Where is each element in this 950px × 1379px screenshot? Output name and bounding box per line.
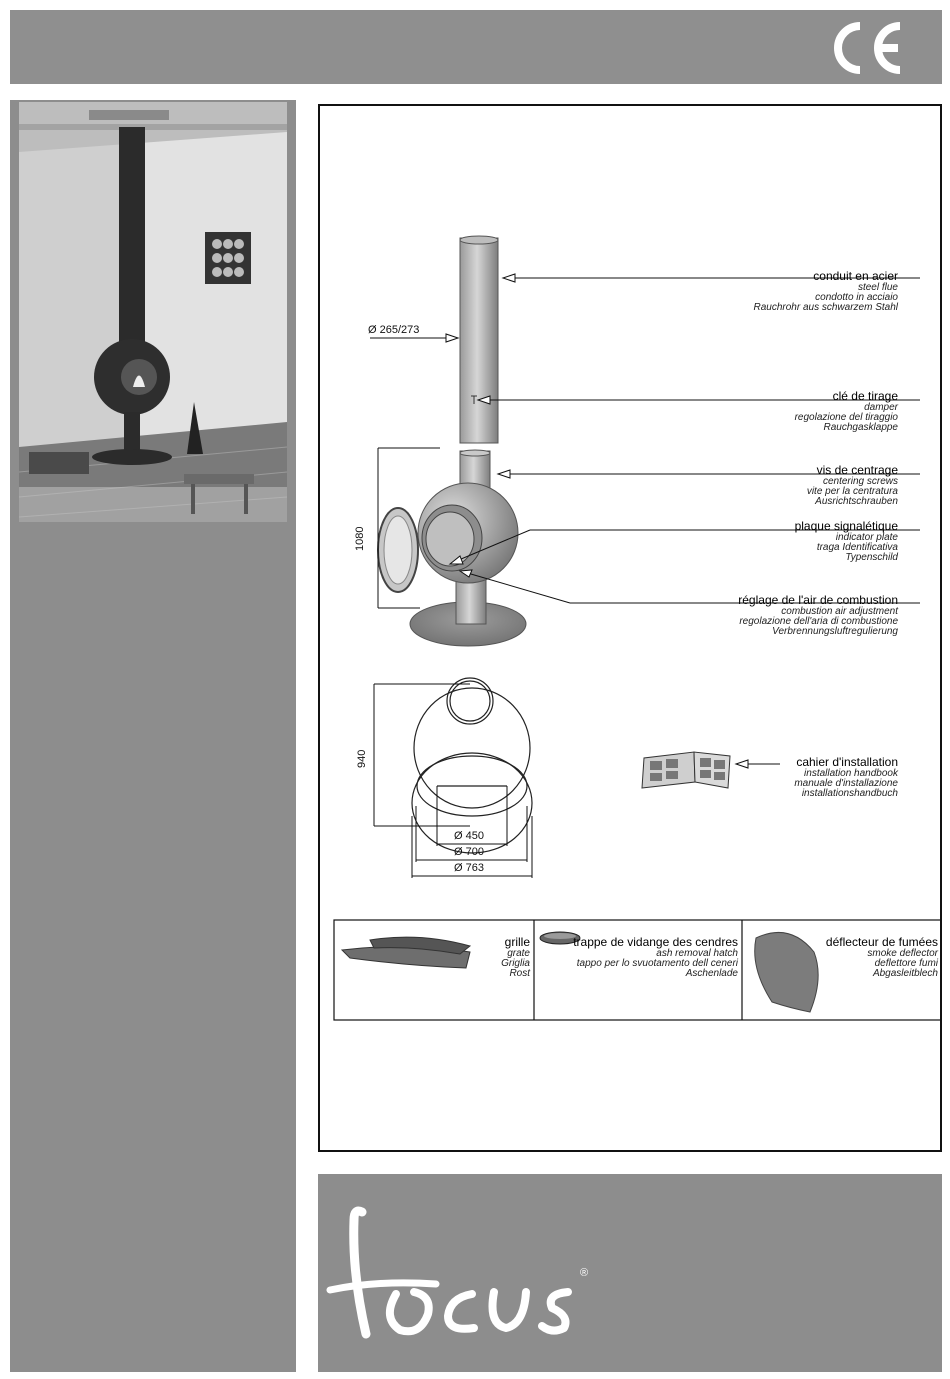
accessory-grate-fr: grille (504, 935, 530, 949)
label-combustion-air (738, 594, 898, 637)
label-plate-de: Typenschild (845, 552, 898, 563)
steel-flue-drawing (460, 236, 498, 443)
label-flue-it: condotto in acciaio (815, 292, 898, 303)
header-bar (10, 10, 942, 84)
label-plate-fr: plaque signalétique (794, 519, 898, 533)
label-steel-flue (753, 270, 898, 313)
label-flue-de: Rauchrohr aus schwarzem Stahl (753, 302, 898, 313)
label-centering-screws (807, 464, 898, 507)
label-handbook-it: manuale d'installazione (794, 778, 898, 789)
label-plate-it: traga Identificativa (816, 542, 898, 553)
accessory-deflector-de: Abgasleitblech (872, 968, 938, 979)
accessory-deflector-it: deflettore fumi (874, 958, 938, 969)
label-damper-it: regolazione del tiraggio (794, 412, 898, 423)
accessory-hatch-de: Aschenlade (685, 968, 738, 979)
accessory-deflector-fr: déflecteur de fumées (825, 935, 938, 949)
handbook-drawing (642, 752, 780, 788)
label-flue-fr: conduit en acier (813, 269, 898, 283)
label-handbook-de: installationshandbuch (801, 788, 898, 799)
ce-mark-logo (826, 18, 906, 78)
accessory-grate-de: Rost (509, 968, 530, 979)
dim-diameter-763: Ø 763 (454, 862, 484, 874)
label-air-it: regolazione dell'aria di combustione (739, 616, 898, 627)
accessory-smoke-deflector (742, 936, 938, 979)
label-handbook-fr: cahier d'installation (796, 755, 898, 769)
dim-flue-diameter: Ø 265/273 (368, 324, 420, 336)
stove-room-photo (19, 102, 287, 522)
label-flue-en: steel flue (857, 282, 898, 293)
label-screws-it: vite per la centratura (806, 486, 898, 497)
label-screws-de: Ausrichtschrauben (815, 496, 898, 507)
dim-diameter-450: Ø 450 (454, 830, 484, 842)
label-damper-fr: clé de tirage (832, 389, 898, 403)
accessory-ash-hatch (534, 936, 738, 979)
dim-height: 1080 (354, 526, 366, 551)
accessory-hatch-en: ash removal hatch (656, 948, 738, 959)
dim-depth: 940 (356, 749, 368, 768)
top-view-drawing (412, 678, 532, 853)
accessory-deflector-en: smoke deflector (867, 948, 938, 959)
brand-footer (318, 1174, 942, 1372)
accessory-grate (334, 936, 530, 979)
focus-logo (318, 1174, 942, 1372)
accessory-hatch-it: tappo per lo svuotamento dell ceneri (576, 958, 738, 969)
top-view-dimension-lines (374, 684, 532, 878)
label-air-de: Verbrennungsluftregulierung (772, 626, 898, 637)
label-air-fr: réglage de l'air de combustion (738, 593, 898, 607)
label-indicator-plate (795, 520, 898, 563)
accessory-hatch-fr: trappe de vidange des cendres (573, 935, 738, 949)
label-damper (795, 390, 898, 433)
label-handbook (794, 756, 898, 799)
label-screws-en: centering screws (822, 476, 898, 487)
dim-diameter-700: Ø 700 (454, 846, 484, 858)
registered-mark: ® (580, 1267, 589, 1279)
label-screws-fr: vis de centrage (816, 463, 898, 477)
accessory-grate-en: grate (507, 948, 530, 959)
label-plate-en: indicator plate (835, 532, 898, 543)
label-handbook-en: installation handbook (804, 768, 898, 779)
accessory-grate-it: Griglia (501, 958, 530, 969)
stove-body-drawing (378, 450, 526, 646)
label-air-en: combustion air adjustment (781, 606, 898, 617)
diagram-frame (318, 104, 942, 1152)
label-damper-en: damper (864, 402, 898, 413)
label-damper-de: Rauchgasklappe (823, 422, 898, 433)
